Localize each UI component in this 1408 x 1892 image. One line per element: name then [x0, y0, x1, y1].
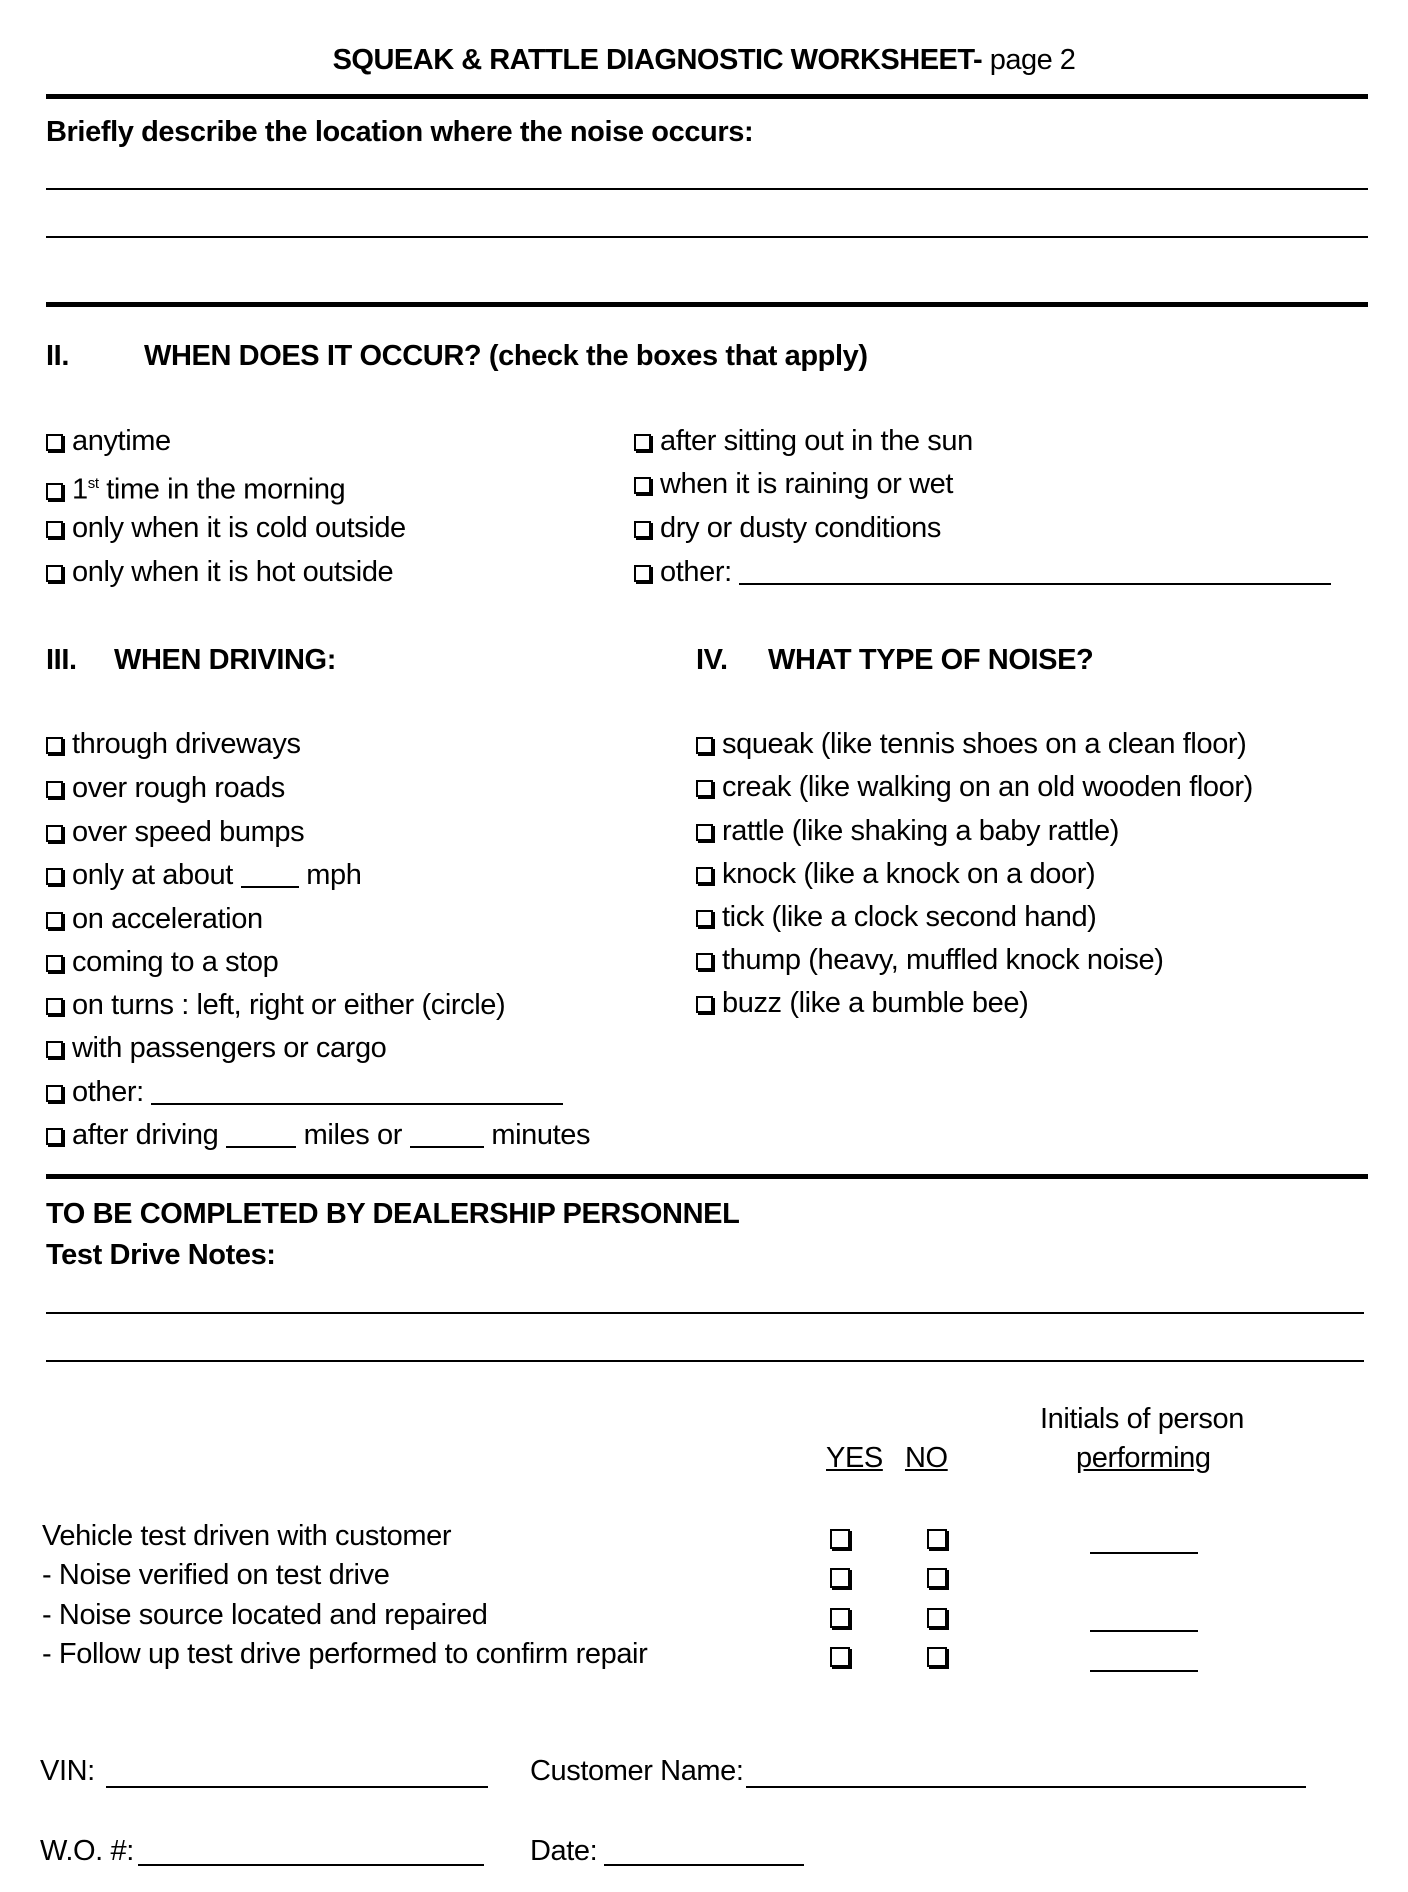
location-heading: Briefly describe the location where the noise occurs: — [46, 116, 754, 148]
driving-speed-label: only at about — [72, 859, 233, 891]
driving-driveways[interactable] — [46, 727, 301, 761]
driving-rough-roads[interactable] — [46, 771, 285, 805]
occur-dry-dusty[interactable] — [634, 511, 941, 545]
vin-field[interactable] — [106, 1786, 488, 1788]
yes-checkbox-1[interactable] — [830, 1529, 850, 1549]
section-rule — [46, 302, 1368, 307]
driving-bumps-label: over speed bumps — [72, 816, 305, 848]
driving-after-label: after driving — [72, 1119, 219, 1151]
row-test-driven: Vehicle test driven with customer — [42, 1520, 452, 1552]
noise-thump[interactable] — [696, 943, 1164, 977]
row-noise-repaired: - Noise source located and repaired — [42, 1599, 488, 1631]
checkbox[interactable] — [696, 953, 713, 970]
dealer-heading: TO BE COMPLETED BY DEALERSHIP PERSONNEL — [46, 1198, 740, 1230]
driving-rough-label: over rough roads — [72, 772, 285, 804]
mph-field[interactable] — [241, 862, 299, 888]
initials-line-1[interactable] — [1090, 1552, 1198, 1554]
checkbox[interactable] — [634, 434, 651, 451]
row-follow-up: - Follow up test drive performed to confirm repair — [42, 1638, 648, 1670]
occur-first-sup: st — [87, 475, 99, 492]
checkbox[interactable] — [696, 867, 713, 884]
notes-line-1[interactable] — [46, 1312, 1364, 1314]
title-rule — [46, 94, 1368, 99]
checkbox[interactable] — [696, 780, 713, 797]
occur-rain[interactable] — [634, 467, 953, 501]
notes-line-2[interactable] — [46, 1360, 1364, 1362]
checkbox[interactable] — [696, 996, 713, 1013]
vin-label: VIN: — [40, 1755, 95, 1787]
occur-hot-label: only when it is hot outside — [72, 556, 394, 588]
checkbox[interactable] — [696, 737, 713, 754]
minutes-field[interactable] — [410, 1122, 484, 1148]
checkbox[interactable] — [634, 477, 651, 494]
initials-header-line2: performing — [1076, 1442, 1211, 1474]
occur-other[interactable] — [634, 555, 1331, 589]
title-page: page 2 — [982, 44, 1076, 76]
checkbox[interactable] — [46, 434, 63, 451]
occur-other-label: other: — [660, 556, 732, 588]
occur-cold-outside[interactable] — [46, 511, 406, 545]
driving-passengers[interactable] — [46, 1031, 386, 1065]
occur-dry-label: dry or dusty conditions — [660, 512, 941, 544]
driving-passengers-label: with passengers or cargo — [72, 1032, 387, 1064]
no-checkbox-3[interactable] — [927, 1608, 947, 1628]
occur-sun-label: after sitting out in the sun — [660, 425, 973, 457]
occur-anytime-label: anytime — [72, 425, 171, 457]
occur-rain-label: when it is raining or wet — [660, 468, 954, 500]
noise-tick-label: tick (like a clock second hand) — [722, 901, 1097, 933]
noise-buzz-label: buzz (like a bumble bee) — [722, 987, 1029, 1019]
driving-other-field[interactable] — [151, 1079, 563, 1105]
noise-squeak[interactable] — [696, 727, 1246, 761]
occur-sun[interactable] — [634, 424, 973, 458]
occur-other-field[interactable] — [739, 559, 1331, 585]
title-bold: SQUEAK & RATTLE DIAGNOSTIC WORKSHEET- — [332, 44, 983, 76]
checkbox[interactable] — [696, 910, 713, 927]
section2-heading: WHEN DOES IT OCCUR? (check the boxes that apply) — [144, 340, 868, 372]
yes-checkbox-2[interactable] — [830, 1568, 850, 1588]
test-drive-notes-label: Test Drive Notes: — [46, 1239, 276, 1271]
dealer-rule — [46, 1174, 1368, 1179]
driving-acceleration[interactable] — [46, 902, 263, 936]
yes-checkbox-4[interactable] — [830, 1647, 850, 1667]
no-checkbox-4[interactable] — [927, 1647, 947, 1667]
noise-rattle-label: rattle (like shaking a baby rattle) — [722, 815, 1120, 847]
noise-squeak-label: squeak (like tennis shoes on a clean floor) — [722, 728, 1247, 760]
driving-speed-bumps[interactable] — [46, 815, 304, 849]
driving-other[interactable] — [46, 1075, 563, 1109]
checkbox[interactable] — [46, 521, 63, 538]
occur-hot-outside[interactable] — [46, 555, 393, 589]
checkbox[interactable] — [46, 483, 63, 500]
wo-label: W.O. #: — [40, 1835, 134, 1867]
yes-checkbox-3[interactable] — [830, 1608, 850, 1628]
initials-line-2[interactable] — [1090, 1630, 1198, 1632]
driving-at-speed[interactable] — [46, 858, 361, 892]
checkbox[interactable] — [46, 868, 63, 885]
checkbox[interactable] — [696, 824, 713, 841]
date-label: Date: — [530, 1835, 598, 1867]
customer-name-field[interactable] — [746, 1786, 1306, 1788]
noise-creak[interactable] — [696, 770, 1253, 804]
mph-label: mph — [306, 859, 362, 891]
checkbox[interactable] — [46, 1085, 63, 1102]
section3-number: III. — [46, 644, 77, 676]
initials-line-3[interactable] — [1090, 1670, 1198, 1672]
checkbox[interactable] — [46, 998, 63, 1015]
section2-number: II. — [46, 340, 69, 372]
checkbox[interactable] — [46, 1041, 63, 1058]
checkbox[interactable] — [46, 955, 63, 972]
noise-thump-label: thump (heavy, muffled knock noise) — [722, 944, 1164, 976]
checkbox[interactable] — [46, 565, 63, 582]
no-header: NO — [905, 1442, 948, 1474]
noise-creak-label: creak (like walking on an old wooden floor) — [722, 771, 1253, 803]
minutes-label: minutes — [491, 1119, 591, 1151]
checkbox[interactable] — [46, 781, 63, 798]
section4-number: IV. — [696, 644, 728, 676]
driving-turns[interactable] — [46, 988, 505, 1022]
noise-knock-label: knock (like a knock on a door) — [722, 858, 1096, 890]
location-line-1[interactable] — [46, 188, 1368, 190]
date-field[interactable] — [604, 1864, 804, 1866]
noise-tick[interactable] — [696, 900, 1096, 934]
page-title — [0, 44, 1408, 77]
driving-stop-label: coming to a stop — [72, 946, 279, 978]
noise-rattle[interactable] — [696, 814, 1119, 848]
miles-field[interactable] — [226, 1122, 296, 1148]
noise-knock[interactable] — [696, 857, 1095, 891]
section4-heading: WHAT TYPE OF NOISE? — [768, 644, 1094, 676]
wo-field[interactable] — [138, 1864, 484, 1866]
yes-header: YES — [826, 1442, 883, 1474]
initials-header-line1: Initials of person — [1040, 1403, 1244, 1435]
checkbox[interactable] — [46, 825, 63, 842]
checkbox[interactable] — [46, 1128, 63, 1145]
driving-accel-label: on acceleration — [72, 903, 263, 935]
miles-label: miles or — [303, 1119, 402, 1151]
occur-first-suffix: time in the morning — [98, 473, 346, 506]
no-checkbox-2[interactable] — [927, 1568, 947, 1588]
driving-driveways-label: through driveways — [72, 728, 301, 760]
occur-cold-label: only when it is cold outside — [72, 512, 406, 544]
row-noise-verified: - Noise verified on test drive — [42, 1559, 390, 1591]
occur-anytime[interactable] — [46, 424, 171, 458]
checkbox[interactable] — [634, 565, 651, 582]
occur-first-prefix: 1 — [72, 473, 88, 506]
checkbox[interactable] — [634, 521, 651, 538]
location-line-2[interactable] — [46, 236, 1368, 238]
checkbox[interactable] — [46, 912, 63, 929]
driving-stop[interactable] — [46, 945, 278, 979]
driving-other-label: other: — [72, 1076, 144, 1108]
no-checkbox-1[interactable] — [927, 1529, 947, 1549]
driving-after[interactable] — [46, 1118, 590, 1152]
checkbox[interactable] — [46, 737, 63, 754]
driving-turns-label: on turns : left, right or either (circle) — [72, 989, 506, 1021]
occur-first-time-morning[interactable] — [46, 467, 345, 507]
section3-heading: WHEN DRIVING: — [114, 644, 336, 676]
noise-buzz[interactable] — [696, 986, 1028, 1020]
customer-name-label: Customer Name: — [530, 1755, 744, 1787]
